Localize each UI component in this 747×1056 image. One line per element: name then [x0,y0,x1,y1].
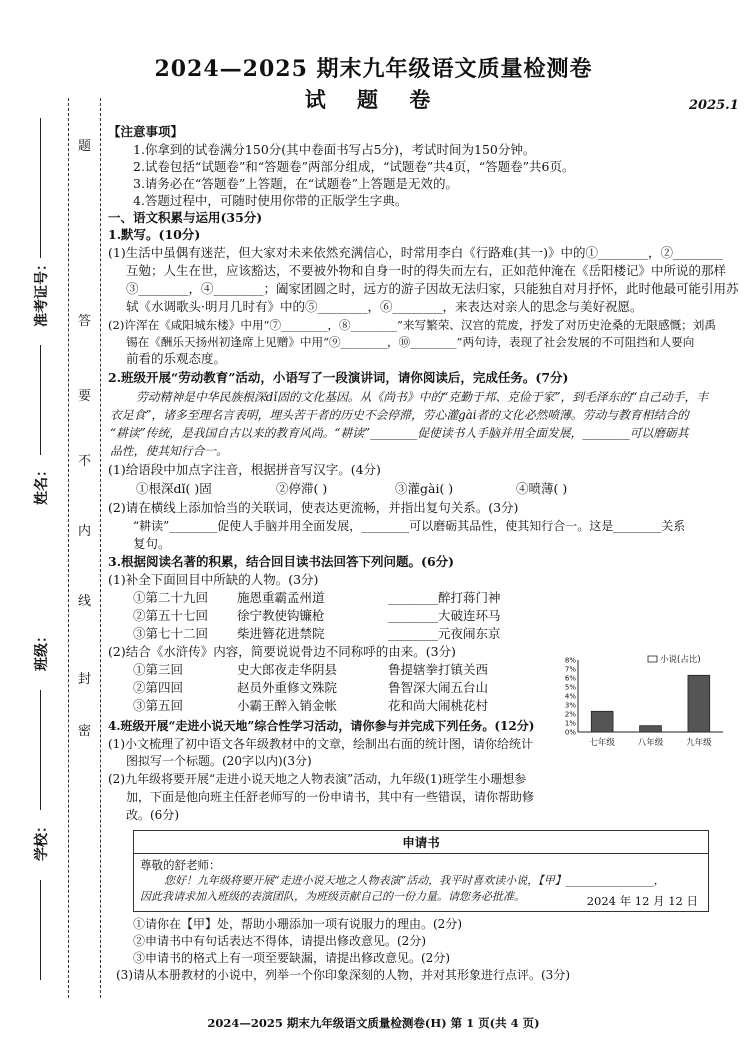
y-tick-label: 4% [564,692,576,701]
q3-title: 3.根据阅读名著的积累，结合回目读书法回答下列问题。(6分) [108,554,455,569]
q3-row-b: 鲁提辖拳打镇关西 [388,662,489,677]
seal-word: 内 [78,524,92,539]
q2-item[interactable]: ②停滞( ) [276,481,328,496]
q3-sub1: (1)补全下面回目中所缺的人物。(3分) [108,572,319,587]
x-tick-label: 九年级 [686,738,712,748]
q2-passage-line: 品性，使其知行合一。 [110,444,228,458]
seal-word: 线 [78,594,92,609]
q3-row-no: ③第五回 [133,698,184,713]
legend-label: 小说(占比) [660,655,701,665]
q3-row-no: ②第四回 [133,680,184,695]
q2-item[interactable]: ④喷薄( ) [516,481,568,496]
exam-id-label: 准考证号： [34,257,50,327]
seal-word: 要 [78,389,92,404]
class-underline [40,690,41,810]
q1-p1-line: (1)生活中虽偶有迷茫，但大家对未来依然充满信心，时常用李白《行路难(其一)》中的①________，②________ [108,245,723,260]
q4-sub1-line: 图拟写一个标题。(20字以内)(3分) [126,754,312,768]
q4-task: ③申请书的格式上有一项至要缺漏，请提出修改意见。(2分) [133,951,451,965]
school-underline [40,880,41,980]
q3-row-no: ②第五十七回 [133,608,209,623]
y-tick-label: 0% [564,728,576,737]
seal-word: 封 [78,672,92,687]
q3-row-no: ①第三回 [133,662,184,677]
class-label: 班级： [34,629,50,671]
notice-item: 3.请务必在“答题卷”上答题，在“试题卷”上答题是无效的。 [133,176,458,191]
q3-row-b[interactable]: ________醉打蒋门神 [388,590,501,605]
q1-p2-line: (2)许浑在《咸阳城东楼》中用“⑦________，⑧________”来写繁荣、汉宫的荒废，抒发了对历史沧桑的无限感慨；刘禹 [108,318,716,332]
q4-sub2-line: 改。(6分) [126,808,179,822]
novel-ratio-chart [556,652,726,752]
y-tick-label: 1% [564,719,576,728]
exam-id-field[interactable] [20,257,60,327]
q2-sub1: (1)给语段中加点字注音，根据拼音写汉字。(4分) [108,462,381,477]
q3-row-a: 施恩重霸孟州道 [237,590,325,605]
chart-bar [688,675,710,732]
q4-sub2-line: (2)九年级将要开展“走进小说天地之人物表演”活动，九年级(1)班学生小珊想参 [108,772,527,786]
exam-date: 2025.1 [689,98,739,113]
q2-passage-line: 劳动精神是中华民族根深dǐ固的文化基因。从《尚书》中的“克勤于邦、克俭于家”，到毛泽东的“自己动手，丰 [136,390,709,404]
q2-sub2-line: (2)请在横线上添加恰当的关联词，使表达更流畅，并指出复句关系。(3分) [108,500,519,515]
chart-svg [556,652,726,752]
y-tick-label: 8% [564,656,576,665]
seal-word: 不 [78,454,92,469]
exam-subtitle: 试 题 卷 [304,87,443,112]
q4-task: ②申请书中有句话表达不得体，请提出修改意见。(2分) [133,934,427,948]
application-letter [133,830,709,912]
q3-row-b: 花和尚大闹桃花村 [388,698,489,713]
q1-p2-line: 锡在《酬乐天扬州初逢席上见赠》中用“⑨________，⑩________”两句诗，表现了社会发展的不可阻挡和人要向 [126,335,695,349]
school-label: 学校： [34,819,50,861]
q3-row-b[interactable]: ________元夜闹东京 [388,626,501,641]
name-label: 姓名： [34,463,50,505]
q2-item[interactable]: ③灌gài( ) [395,481,454,496]
q4-task: ①请你在【甲】处，帮助小珊添加一项有说服力的理由。(2分) [133,917,463,931]
q3-sub2: (2)结合《水浒传》内容，简要说说骨边不同称呼的由来。(3分) [108,644,456,659]
q3-row-a: 小霸王醉入销金帐 [237,698,338,713]
x-tick-label: 七年级 [589,738,615,748]
q1-p2-line: 前看的乐观态度。 [126,351,227,366]
chart-bar [591,711,613,732]
page-footer: 2024—2025 期末九年级语文质量检测卷(H) 第 1 页(共 4 页) [207,1016,540,1030]
exam-title: 2024—2025 期末九年级语文质量检测卷 [154,56,593,82]
y-tick-label: 5% [564,683,576,692]
q1-p1-line: 轼《水调歌头·明月几时有》中的⑤________，⑥________，来表达对亲人的思念与美好祝愿。 [126,299,643,314]
seal-word: 答 [78,314,92,329]
section-heading: 一、语文积累与运用(35分) [108,210,263,225]
y-tick-label: 2% [564,710,576,719]
seal-word: 密 [78,724,92,739]
q3-row-no: ③第七十二回 [133,626,209,641]
class-field[interactable] [20,628,60,671]
q2-passage-line: “耕读”传统，是我国自古以来的教育风尚。“耕读”________促使读书人手脑并用全面发展，________可以磨砺其 [110,426,689,440]
q3-row-a: 柴进簪花进禁院 [237,626,325,641]
name-underline [40,345,41,455]
q2-passage-line: 衣足食”，诸多至理名言表明，埋头苦干者的历史不会停滞，劳心灌gài者的文化必然喷薄。劳动与教育相结合的 [110,408,689,422]
x-tick-label: 八年级 [637,738,664,748]
letter-heading: 申请书 [134,831,708,854]
q4-sub3: (3)请从本册教材的小说中，列举一个你印象深刻的人物，并对其形象进行点评。(3分) [116,968,570,982]
exam-id-underline [40,118,41,258]
y-tick-label: 3% [564,701,576,710]
letter-date: 2024 年 12 月 12 日 [586,894,698,908]
legend-swatch [648,656,657,662]
q1-p1-line: ③________，④________；阖家团圆之时，远方的游子因故无法归家，只能独自对月抒怀，此时他最可能引用苏 [126,281,739,296]
chart-bar [640,726,662,732]
q2-title: 2.班级开展“劳动教育”活动，小语写了一段演讲词，请你阅读后，完成任务。(7分) [108,370,569,385]
binding-dashed-line-inner [100,98,101,998]
q3-row-no: ①第二十九回 [133,590,209,605]
q2-sub2-line[interactable]: “耕读”________促使人手脑并用全面发展，________可以磨砺其品性，使其知行合一。这是________关系 [133,519,686,533]
notice-heading: 【注意事项】 [108,124,184,139]
seal-word: 题 [78,139,92,154]
q4-sub1-line: (1)小文梳理了初中语文各年级教材中的文章，绘制出右面的统计图，请你给统计 [108,737,534,751]
q1-p1-line: 互勉；人生在世，应该豁达，不要被外物和自身一时的得失而左右，正如范仲淹在《岳阳楼记》中所说的那样 [126,263,727,278]
notice-item: 2.试卷包括“试题卷”和“答题卷”两部分组成，“试题卷”共4页，“答题卷”共6页。 [133,159,575,174]
name-field[interactable] [20,462,60,505]
y-tick-label: 7% [564,665,576,674]
y-tick-label: 6% [564,674,576,683]
q3-row-b: 鲁智深大闹五台山 [388,680,489,695]
q1-title: 1.默写。(10分) [108,227,201,242]
letter-salutation: 尊敬的舒老师： [140,858,221,872]
q3-row-a: 史大郎夜走华阴县 [237,662,338,677]
q3-row-b[interactable]: ________大破连环马 [388,608,501,623]
notice-item: 1.你拿到的试卷满分150分(其中卷面书写占5分)，考试时间为150分钟。 [133,142,536,157]
q2-sub2-line: 复句。 [133,536,171,551]
q3-row-a: 赵员外重修文殊院 [237,680,338,695]
q2-item[interactable]: ①根深dǐ( )固 [136,481,212,496]
school-field[interactable] [20,818,60,861]
binding-dashed-line [68,98,69,998]
q3-row-a: 徐宁教使钩镰枪 [237,608,325,623]
notice-item: 4.答题过程中，可随时使用你带的正版学生字典。 [133,193,408,208]
q4-title: 4.班级开展“走进小说天地”综合性学习活动，请你参与并完成下列任务。(12分) [108,719,535,733]
letter-body-line[interactable]: 您好！九年级将要开展“走进小说天地之人物表演”活动，我平时喜欢读小说，【甲】________________， [164,874,665,887]
letter-body-line: 因此我请求加入班级的表演团队，为班级贡献自己的一份力量。请您务必批准。 [140,890,525,903]
q4-sub2-line: 加，下面是他向班主任舒老师写的一份申请书，其中有一些错误，请你帮助修 [126,790,535,804]
